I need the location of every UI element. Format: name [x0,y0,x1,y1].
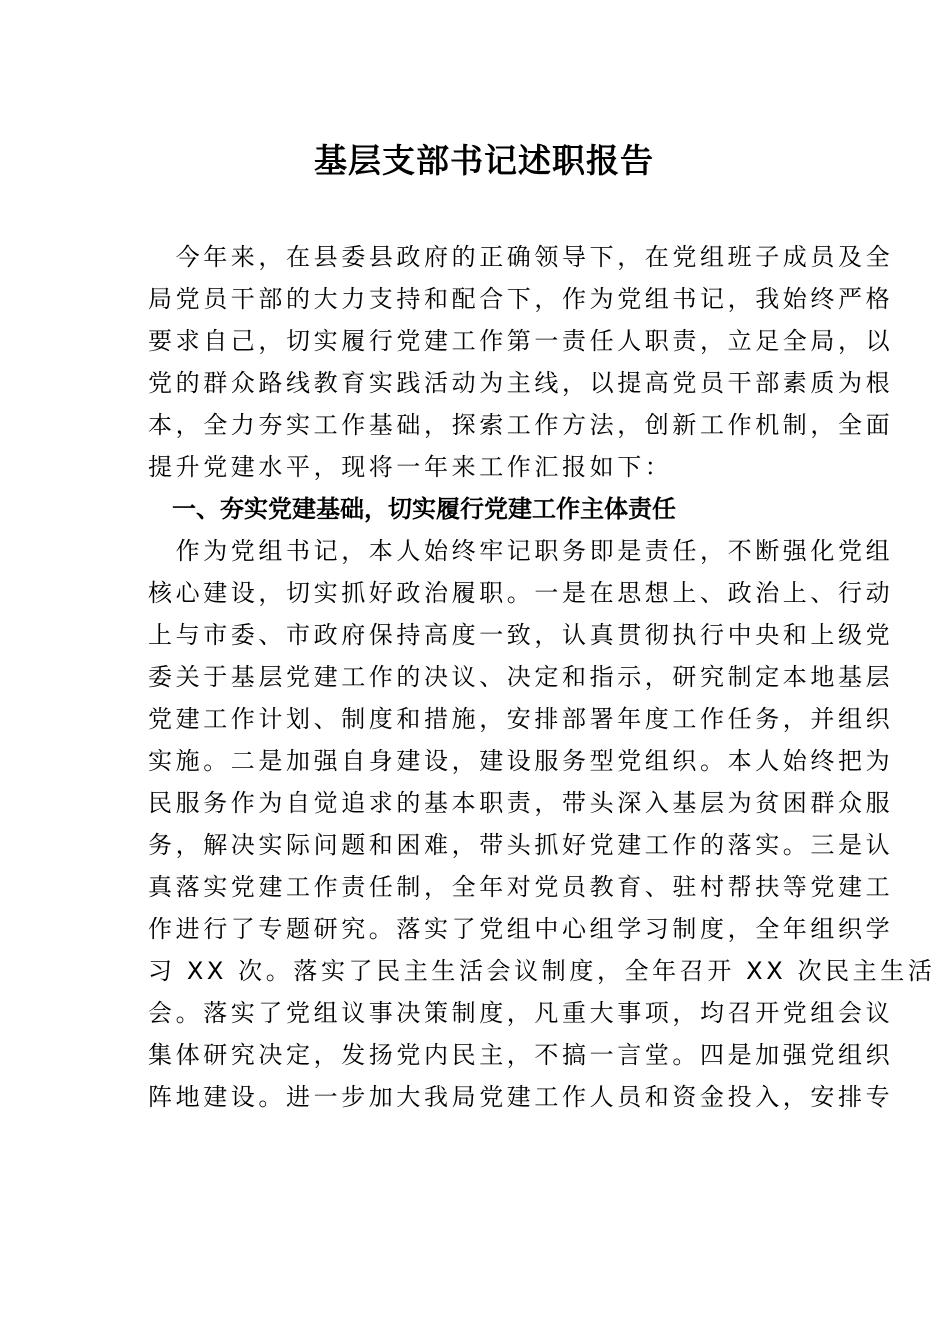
text-line: 委关于基层党建工作的决议、决定和指示，研究制定本地基层 [148,663,894,691]
text-line: 核心建设，切实抓好政治履职。一是在思想上、政治上、行动 [148,579,894,607]
text-line: 民服务作为自觉追求的基本职责，带头深入基层为贫困群众服 [148,789,894,817]
intro-paragraph [148,236,894,488]
text-line: 局党员干部的大力支持和配合下，作为党组书记，我始终严格 [148,285,894,313]
text-line: 上与市委、市政府保持高度一致，认真贯彻执行中央和上级党 [148,621,894,649]
text-line: 集体研究决定，发扬党内民主，不搞一言堂。四是加强党组织 [148,1041,894,1069]
text-line: 本，全力夯实工作基础，探索工作方法，创新工作机制，全面 [148,411,894,439]
text-line: 党建工作计划、制度和措施，安排部署年度工作任务，并组织 [148,705,894,733]
document-title: 基层支部书记述职报告 [314,141,654,180]
text-line: 要求自己，切实履行党建工作第一责任人职责，立足全局，以 [148,327,894,355]
text-line: 党的群众路线教育实践活动为主线，以提高党员干部素质为根 [148,369,894,397]
section-heading-1: 一、夯实党建基础，切实履行党建工作主体责任 [148,495,676,523]
text-line: 习 XX 次。落实了民主生活会议制度，全年召开 XX 次民主生活 [148,957,936,985]
section-1-paragraph [148,530,936,1118]
text-line: 务，解决实际问题和困难，带头抓好党建工作的落实。三是认 [148,831,894,859]
text-line: 真落实党建工作责任制，全年对党员教育、驻村帮扶等党建工 [148,873,894,901]
text-line: 提升党建水平，现将一年来工作汇报如下： [148,453,673,481]
text-line: 作进行了专题研究。落实了党组中心组学习制度，全年组织学 [148,915,894,943]
document-body [148,236,936,1118]
text-line: 会。落实了党组议事决策制度，凡重大事项，均召开党组会议 [148,999,894,1027]
text-line: 阵地建设。进一步加大我局党建工作人员和资金投入，安排专 [148,1083,894,1111]
text-line: 作为党组书记，本人始终牢记职务即是责任，不断强化党组 [148,537,894,565]
text-line: 今年来，在县委县政府的正确领导下，在党组班子成员及全 [148,243,894,271]
text-line: 实施。二是加强自身建设，建设服务型党组织。本人始终把为 [148,747,894,775]
